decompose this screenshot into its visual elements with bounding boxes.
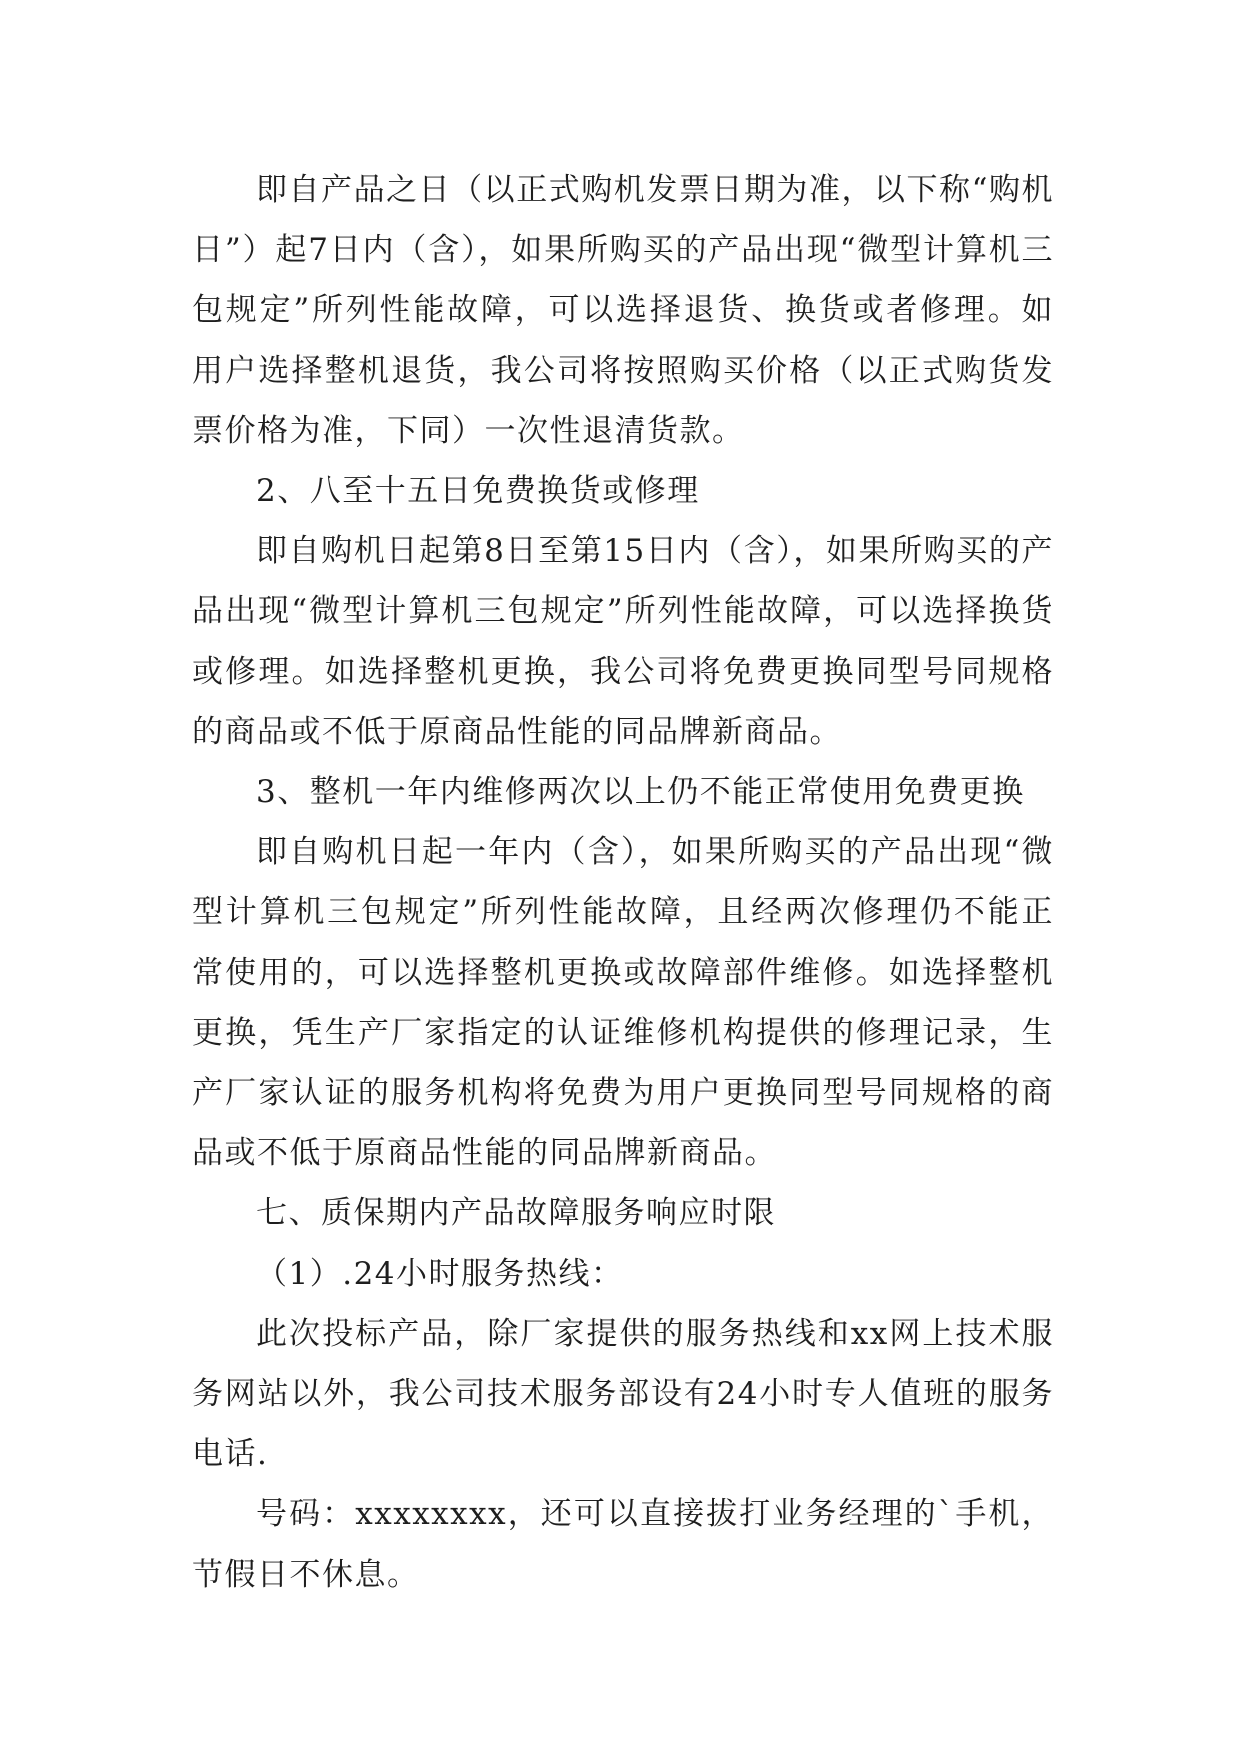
paragraph-hotline-description: 此次投标产品，除厂家提供的服务热线和xx网上技术服务网站以外，我公司技术服务部设有24小时专人值班的服务电话. [192,1315,1054,1473]
heading-exchange-8-15-days: 2、八至十五日免费换货或修理 [256,473,700,510]
document-body [192,160,1054,1605]
heading-one-year-replacement: 3、整机一年内维修两次以上仍不能正常使用免费更换 [256,774,1025,811]
heading-service-response: 七、质保期内产品故障服务响应时限 [256,1195,776,1232]
paragraph-return-policy: 即自产品之日（以正式购机发票日期为准，以下称“购机日”）起7日内（含），如果所购买的产品出现“微型计算机三包规定”所列性能故障，可以选择退货、换货或者修理。如用户选择整机退货，我公司将按照购买价格（以正式购货发票价格为准，下同）一次性退清货款。 [192,172,1054,449]
paragraph-replacement-policy: 即自购机日起一年内（含），如果所购买的产品出现“微型计算机三包规定”所列性能故障，且经两次修理仍不能正常使用的，可以选择整机更换或故障部件维修。如选择整机更换，凭生产厂家指定的认证维修机构提供的修理记录，生产厂家认证的服务机构将免费为用户更换同型号同规格的商品或不低于原商品性能的同品牌新商品。 [192,834,1054,1172]
subheading-24h-hotline: （1）.24小时服务热线： [256,1255,624,1292]
paragraph-exchange-policy: 即自购机日起第8日至第15日内（含），如果所购买的产品出现“微型计算机三包规定”所列性能故障，可以选择换货或修理。如选择整机更换，我公司将免费更换同型号同规格的商品或不低于原商品性能的同品牌新商品。 [192,533,1054,750]
paragraph-phone-number: 号码：xxxxxxxx，还可以直接拔打业务经理的`手机，节假日不休息。 [192,1496,1054,1593]
